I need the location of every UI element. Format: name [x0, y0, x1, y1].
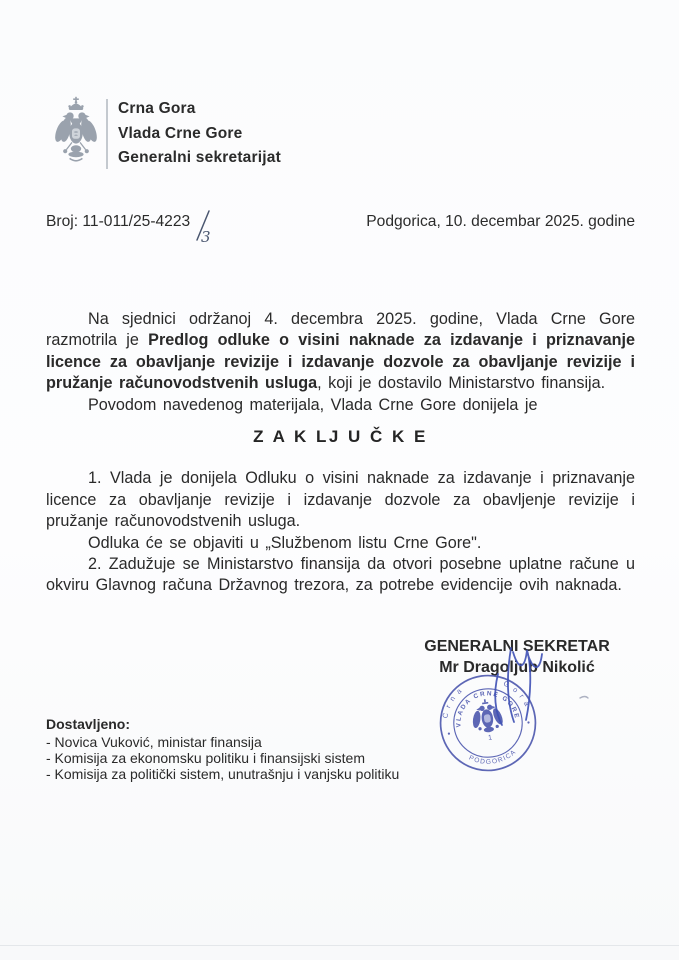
- stamp-outer-text-right: G o r a: [502, 678, 533, 709]
- stamp-inner-text: VLADA CRNE GORE: [455, 690, 521, 728]
- distribution-item: - Komisija za ekonomsku politiku i finansijski sistem: [46, 750, 365, 766]
- department-name: Generalni sekretarijat: [118, 149, 281, 167]
- svg-text:3: 3: [201, 228, 211, 245]
- stamp-number: 1: [487, 733, 493, 742]
- conclusion-item-2: 2. Zadužuje se Ministarstvo finansija da otvori posebne uplatne račune u okviru Glavnog računa Državnog trezora, za potrebe evidencije ovih naknada.: [46, 555, 635, 595]
- conclusion-item-1: 1. Vlada je donijela Odluku o visini naknade za izdavanje i priznavanje licence za obavljanje revizije i izdavanje dozvole za obavljenje revizije i pružanje računovodstvenih usluga.: [46, 469, 635, 531]
- proposal-title-bold: Predlog odluke o visini naknade za izdavanje i priznavanje licence za obavljanje revizije i izdavanje dozvole za obavljanje revizije i pružanje računovodstvenih usluga: [46, 331, 636, 393]
- intro-text-end: , koji je dostavilo Ministarstvo finansija.: [317, 374, 606, 393]
- document-number: Broj: 11-011/25-4223: [46, 213, 191, 230]
- reference-line: [46, 213, 635, 245]
- document-body: [46, 309, 635, 597]
- stamp-eagle-emblem-icon: [468, 697, 506, 735]
- distribution-item: - Novica Vuković, ministar finansija: [46, 734, 262, 750]
- intro-text: Na sjednici održanoj 4. decembra 2025. godine, Vlada Crne Gore razmotrila je: [46, 310, 635, 350]
- signatory-title: GENERALNI SEKRETAR: [424, 638, 610, 655]
- svg-text:PODGORICA: [467, 748, 519, 769]
- institution-name: Vlada Crne Gore: [118, 124, 243, 142]
- signatory-name: Mr Dragoljub Nikolić: [439, 659, 595, 676]
- handwritten-suffix: [192, 209, 218, 245]
- place-and-date: Podgorica, 10. decembar 2025. godine: [366, 213, 635, 230]
- distribution-item: - Komisija za politički sistem, unutrašnju i vanjsku politiku: [46, 766, 400, 782]
- stamp-outer-text-left: C r n a: [440, 685, 465, 720]
- montenegro-coat-of-arms-icon: [52, 95, 100, 173]
- conclusions-heading: Z A K LJ U Č K E: [253, 427, 428, 447]
- intro-paragraph: [46, 309, 635, 395]
- scan-edge-artifact: [0, 945, 679, 946]
- letterhead-divider: [106, 99, 108, 169]
- scan-mark: [580, 697, 588, 699]
- distribution-list: [46, 716, 399, 782]
- distribution-title: Dostavljeno:: [46, 716, 131, 732]
- country-name: Crna Gora: [118, 100, 196, 118]
- lead-in-paragraph: Povodom navedenog materijala, Vlada Crne Gore donijela je: [88, 395, 538, 414]
- stamp-bottom-text: PODGORICA: [467, 748, 518, 766]
- conclusion-item-1-note: Odluka će se objaviti u „Službenom listu Crne Gore".: [88, 533, 482, 552]
- official-stamp: [430, 665, 545, 780]
- letterhead: [52, 95, 281, 173]
